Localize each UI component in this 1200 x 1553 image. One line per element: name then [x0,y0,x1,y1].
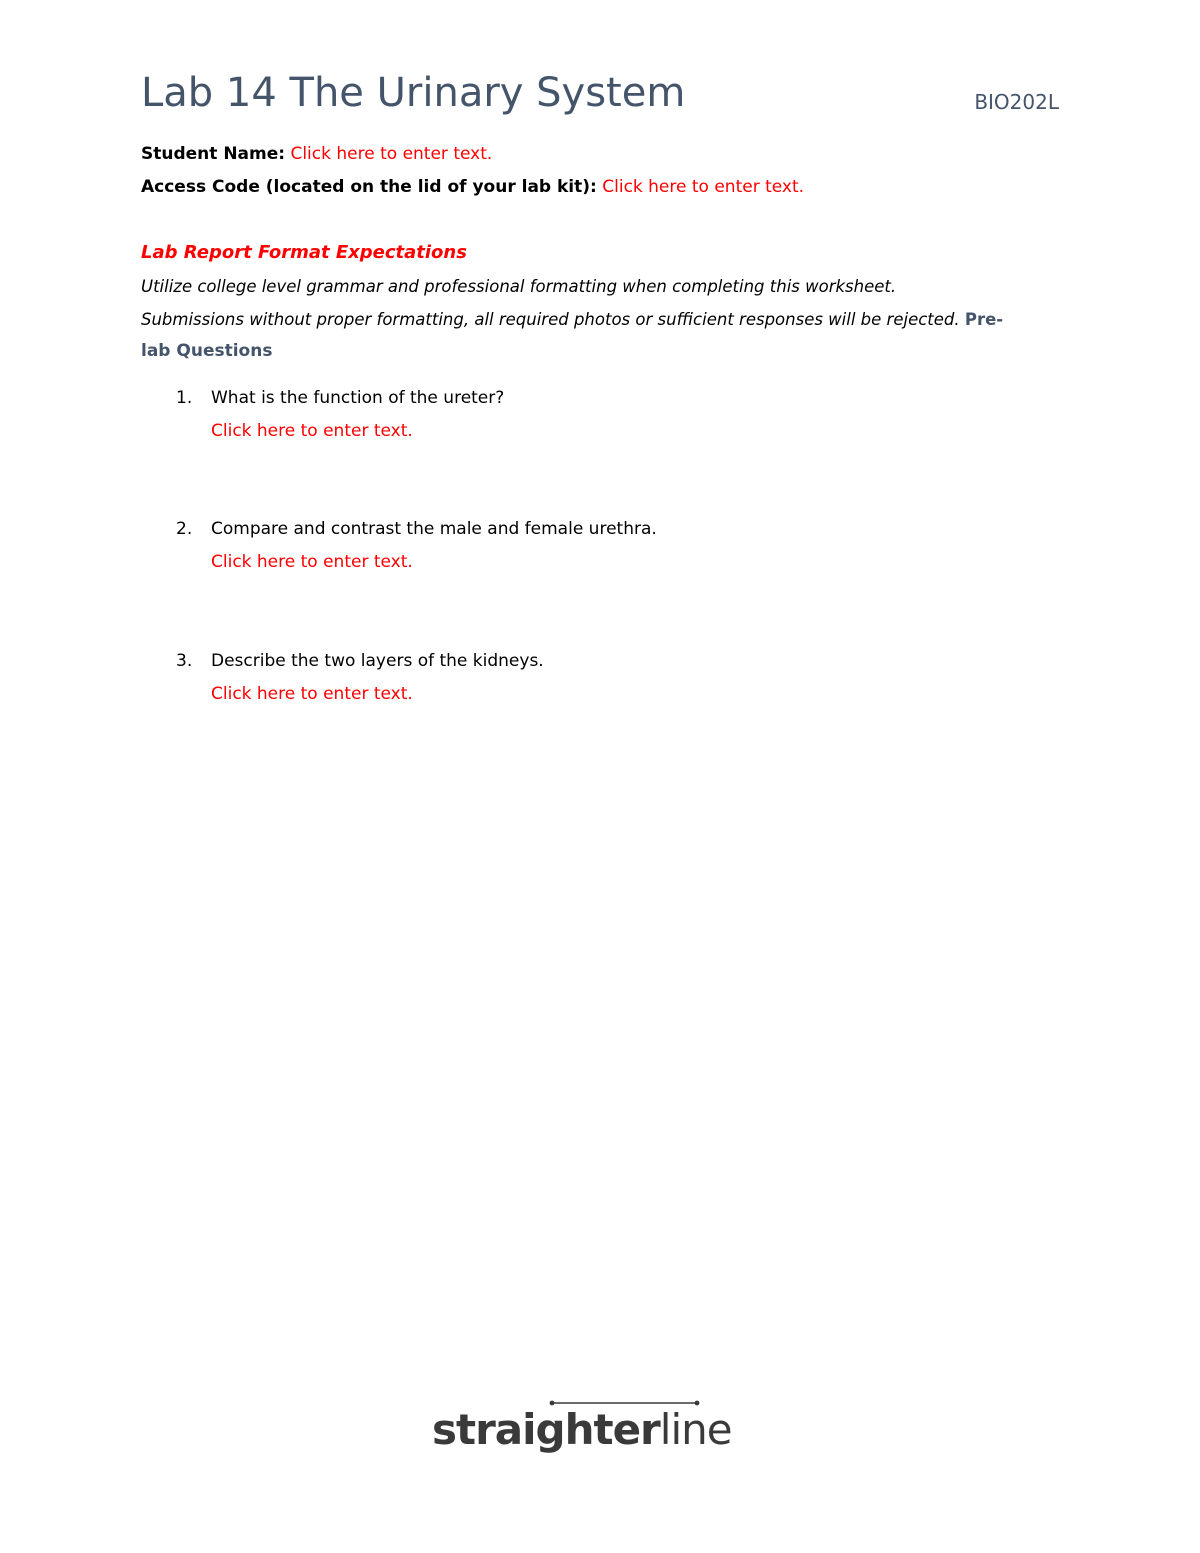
answer-field[interactable]: Click here to enter text. [211,552,413,572]
logo-wordmark [432,1405,732,1454]
question-text-row [176,513,1056,546]
answer-field[interactable]: Click here to enter text. [211,421,413,441]
logo-text-bold: straighter [432,1405,660,1454]
question-text-row [176,382,1056,415]
student-name-row [141,144,492,164]
question-number: 3. [176,651,193,671]
student-name-label: Student Name: [141,144,286,164]
prelab-heading-part1: Pre- [964,310,1004,329]
question-text: Compare and contrast the male and female urethra. [211,519,657,539]
format-instruction-2-row [141,310,1003,329]
answer-field[interactable]: Click here to enter text. [211,684,413,704]
question-text: What is the function of the ureter? [211,388,505,408]
access-code-row [141,177,804,197]
format-expectations-heading: Lab Report Format Expectations [141,242,467,263]
student-name-field[interactable]: Click here to enter text. [290,144,493,164]
page-title: Lab 14 The Urinary System [141,70,686,116]
question-text-row [176,645,1056,678]
question-number: 1. [176,388,193,408]
question-number: 2. [176,519,193,539]
format-instruction-2: Submissions without proper formatting, all required photos or sufficient responses will be rejected. [141,310,960,329]
prelab-heading-part2: lab Questions [141,341,273,361]
logo-text-light: line [659,1405,732,1454]
access-code-label: Access Code (located on the lid of your lab kit): [141,177,597,197]
format-instruction-1: Utilize college level grammar and professional formatting when completing this worksheet. [141,277,897,296]
question-text: Describe the two layers of the kidneys. [211,651,544,671]
question-item [176,513,1056,579]
question-item [176,382,1056,448]
question-item [176,645,1056,711]
course-code: BIO202L [974,90,1059,114]
access-code-field[interactable]: Click here to enter text. [602,177,805,197]
straighterline-logo [432,1398,762,1462]
